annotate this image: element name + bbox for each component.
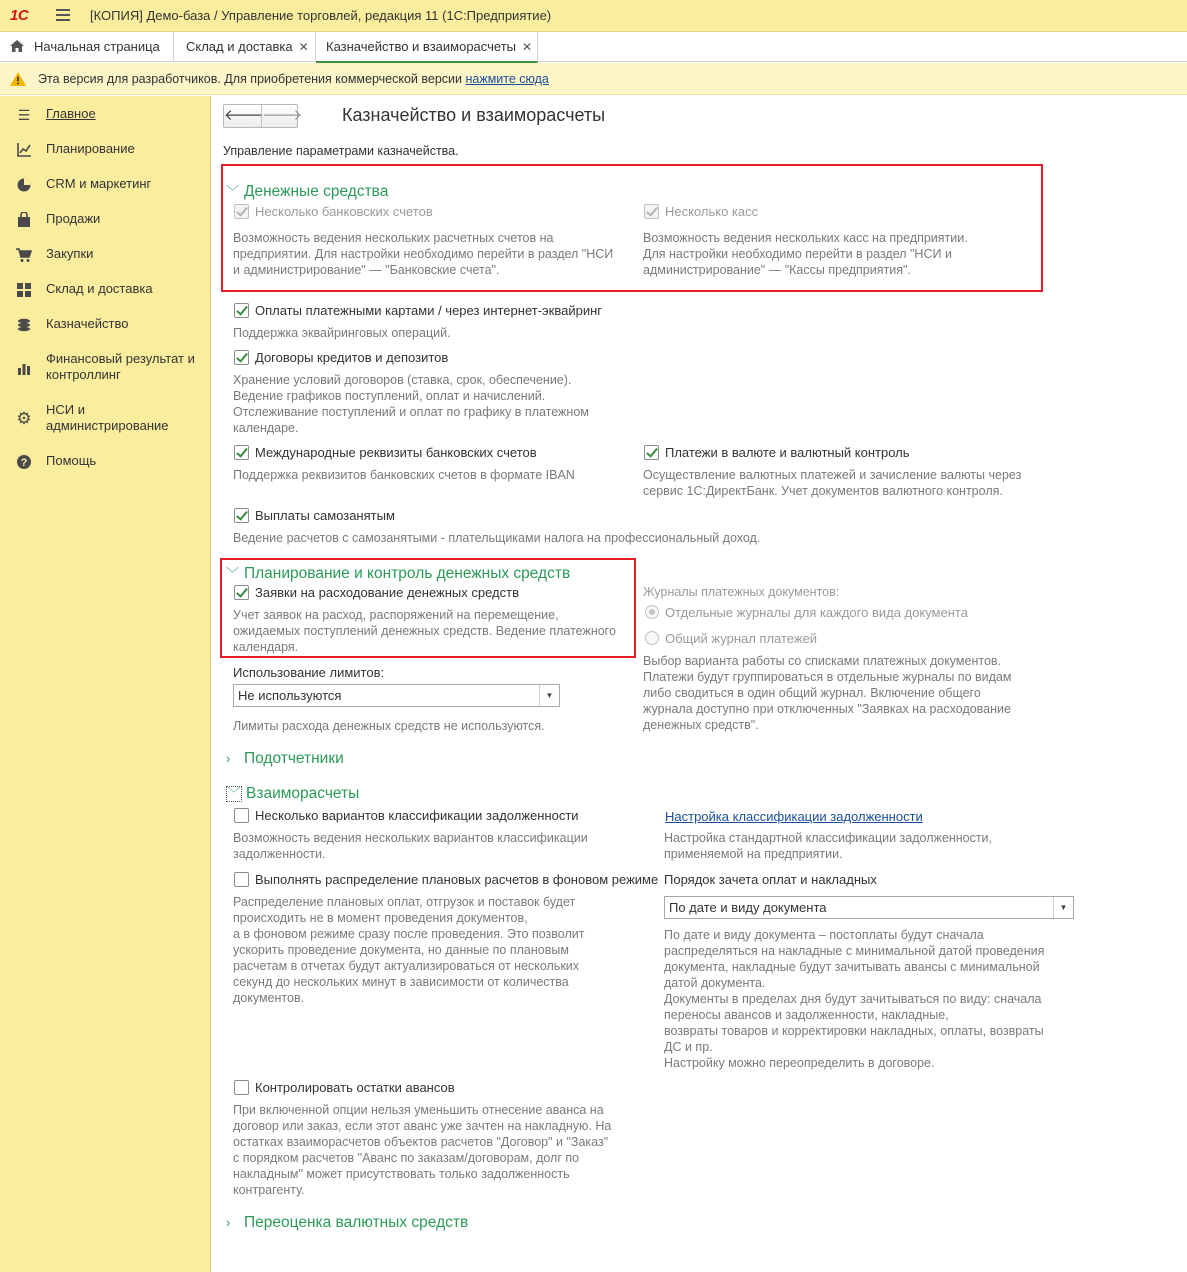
iban-checkbox[interactable]	[234, 445, 249, 460]
chevron-down-icon: ﹀	[226, 184, 240, 199]
tab-treasury-label: Казначейство и взаиморасчеты	[326, 39, 516, 54]
forward-button[interactable]: 🡒	[261, 105, 298, 127]
svg-text:?: ?	[20, 457, 28, 469]
debt-classification-hint: Настройка стандартной классификации задолженности, применяемой на предприятии.	[664, 831, 993, 861]
chevron-down-icon: ﹀	[226, 566, 240, 581]
coins-icon	[16, 317, 32, 333]
section-accountables-title: Подотчетники	[244, 750, 344, 767]
advances-checkbox[interactable]	[234, 1080, 249, 1095]
chevron-down-icon[interactable]: ▼	[1053, 897, 1073, 918]
app-title: [КОПИЯ] Демо-база / Управление торговлей, редакция 11 (1С:Предприятие)	[90, 8, 552, 23]
gear-icon: ⚙	[16, 409, 32, 428]
advances-label: Контролировать остатки авансов	[255, 1080, 455, 1095]
chevron-right-icon: ›	[226, 751, 231, 766]
cards-label: Оплаты платежными картами / через интернет-эквайринг	[255, 303, 603, 318]
debt-classes-hint: Возможность ведения нескольких вариантов классификации задолженности.	[233, 831, 588, 861]
section-revaluation-title: Переоценка валютных средств	[244, 1214, 469, 1231]
debt-classification-link[interactable]: Настройка классификации задолженности	[665, 809, 923, 824]
selfemployed-label: Выплаты самозанятым	[255, 508, 395, 523]
sidebar-item-label: Продажи	[46, 211, 101, 226]
cards-hint: Поддержка эквайринговых операций.	[233, 326, 451, 340]
chevron-down-icon[interactable]: ▼	[539, 685, 559, 706]
tab-home[interactable]	[0, 32, 174, 62]
tab-warehouse[interactable]	[174, 32, 316, 62]
section-planning-header[interactable]	[226, 563, 570, 583]
pie-icon	[16, 177, 32, 193]
section-settlements-header[interactable]	[226, 785, 359, 803]
journals-separate-label: Отдельные журналы для каждого вида документа	[665, 605, 968, 620]
sidebar-item-label: Главное	[46, 106, 96, 121]
sidebar-item-crm[interactable]	[0, 176, 210, 194]
cart-icon	[16, 247, 32, 263]
currency-checkbox[interactable]	[644, 445, 659, 460]
debt-classes-checkbox[interactable]	[234, 808, 249, 823]
sidebar-item-label: Финансовый результат и контроллинг	[46, 351, 195, 382]
page-title: Казначейство и взаиморасчеты	[342, 105, 606, 125]
tabs-bar	[0, 32, 1187, 62]
loans-hint: Хранение условий договоров (ставка, срок, обеспечение). Ведение графиков поступлений, оплат и начислений. Отслеживание поступлений и оплат по графику в платежном календаре.	[233, 373, 589, 435]
journals-label: Журналы платежных документов:	[643, 585, 840, 599]
grid-icon	[16, 282, 32, 298]
home-icon	[10, 40, 24, 52]
loans-checkbox[interactable]	[234, 350, 249, 365]
limits-select[interactable]	[233, 684, 560, 707]
back-button[interactable]: 🡐	[224, 107, 265, 124]
selfemployed-hint: Ведение расчетов с самозанятыми - плательщиками налога на профессиональный доход.	[233, 531, 761, 545]
warning-icon	[10, 72, 26, 86]
sidebar-item-planning[interactable]	[0, 141, 210, 159]
close-icon[interactable]: ✕	[298, 40, 309, 54]
order-hint: По дате и виду документа – постоплаты будут сначала распределяться на накладные с минимальной датой проведения документа, накладные будут зачитывать авансы с минимальной датой документа. Документы в пределах дня будут зачитываться по виду: сначала переносы авансов и задолженности, накладные, возвраты товаров и корректировки накладных, оплаты, возвраты ДС и пр. Настройку можно переопределить в договоре.	[664, 928, 1045, 1070]
sidebar	[0, 96, 211, 1272]
iban-hint: Поддержка реквизитов банковских счетов в формате IBAN	[233, 468, 575, 482]
sidebar-item-sales[interactable]	[0, 211, 210, 229]
section-accountables-header[interactable]	[226, 750, 344, 768]
planning-icon	[16, 142, 32, 158]
section-planning-title: Планирование и контроль денежных средств	[244, 565, 571, 582]
sidebar-item-help[interactable]	[0, 453, 210, 471]
currency-label: Платежи в валюте и валютный контроль	[665, 445, 910, 460]
loans-label: Договоры кредитов и депозитов	[255, 350, 449, 365]
sidebar-item-treasury[interactable]	[0, 316, 210, 334]
sidebar-item-purchases[interactable]	[0, 246, 210, 264]
title-bar	[0, 0, 1187, 32]
sidebar-item-label: Планирование	[46, 141, 135, 156]
sidebar-item-main[interactable]	[0, 106, 210, 124]
chevron-down-icon: ﹀	[227, 786, 241, 801]
limits-hint: Лимиты расхода денежных средств не используются.	[233, 719, 545, 733]
limits-label: Использование лимитов:	[233, 665, 385, 680]
sidebar-item-admin[interactable]	[0, 402, 210, 436]
tab-warehouse-label: Склад и доставка	[186, 39, 293, 54]
help-icon	[16, 454, 32, 470]
iban-label: Международные реквизиты банковских счетов	[255, 445, 537, 460]
background-checkbox[interactable]	[234, 872, 249, 887]
background-label: Выполнять распределение плановых расчетов в фоновом режиме	[255, 872, 659, 887]
banner-text: Эта версия для разработчиков. Для приобретения коммерческой версии	[38, 72, 466, 86]
background-hint: Распределение плановых оплат, отгрузок и поставок будет происходить не в момент проведения документов, а в фоновом режиме сразу после проведения. Это позволит ускорить проведение документа, но данные по плановым расчетам в отчетах будут актуализироваться от нескольких секунд до нескольких минут в зависимости от количества документов.	[233, 895, 585, 1005]
multi-cash-hint: Возможность ведения нескольких касс на предприятии. Для настройки необходимо перейти в раздел "НСИ и администрирование" — "Кассы предприятия".	[643, 231, 968, 277]
section-settlements-title: Взаиморасчеты	[246, 785, 360, 802]
sidebar-item-label: НСИ и администрирование	[46, 402, 169, 433]
tab-treasury[interactable]	[316, 32, 538, 63]
limits-select-value: Не используются	[238, 688, 342, 703]
tab-home-label: Начальная страница	[34, 39, 160, 54]
main-content	[212, 96, 1187, 1272]
sidebar-item-label: Склад и доставка	[46, 281, 153, 296]
requests-label: Заявки на расходование денежных средств	[255, 585, 519, 600]
order-select-value: По дате и виду документа	[669, 900, 827, 915]
close-icon[interactable]: ✕	[522, 40, 533, 54]
journals-common-label: Общий журнал платежей	[665, 631, 818, 646]
bar-chart-icon	[16, 360, 32, 376]
sidebar-item-label: Помощь	[46, 453, 97, 468]
main-menu-icon[interactable]	[56, 9, 70, 21]
page-subtitle: Управление параметрами казначейства.	[223, 144, 459, 158]
sidebar-item-warehouse[interactable]	[0, 281, 210, 299]
multi-cash-label: Несколько касс	[665, 204, 759, 219]
requests-hint: Учет заявок на расход, распоряжений на перемещение, ожидаемых поступлений денежных средств. Ведение платежного календаря.	[233, 608, 616, 654]
order-select[interactable]	[664, 896, 1074, 919]
journals-hint: Выбор варианта работы со списками платежных документов. Платежи будут группироваться в отдельные журналы по видам либо сводиться в один общий журнал. Включение общего журнала доступно при отключенных "Заявках на расходование денежных средств".	[643, 654, 1012, 732]
section-revaluation-header[interactable]	[226, 1214, 468, 1232]
multi-cash-checkbox[interactable]	[644, 204, 659, 219]
sidebar-item-label: Казначейство	[46, 316, 129, 331]
sidebar-item-finance[interactable]	[0, 351, 210, 385]
banner-link[interactable]: нажмите сюда	[465, 72, 549, 86]
order-label: Порядок зачета оплат и накладных	[664, 872, 877, 887]
advances-hint: При включенной опции нельзя уменьшить отнесение аванса на договор или заказ, если этот аванс уже зачтен на накладную. На остатках взаиморасчетов объектов расчетов "Договор" и "Заказ" с порядком расчетов "Аванс по заказам/договорам, долг по накладным" может присутствовать только задолженность контрагенту.	[233, 1103, 612, 1197]
sidebar-item-label: Закупки	[46, 246, 94, 261]
chevron-right-icon: ›	[226, 1215, 231, 1230]
dev-version-banner	[0, 63, 1187, 95]
app-logo: 1С	[10, 7, 29, 24]
multi-bank-hint: Возможность ведения нескольких расчетных счетов на предприятии. Для настройки необходимо перейти в раздел "НСИ и администрирование" — "Банковские счета".	[233, 231, 614, 277]
journals-separate-radio[interactable]	[645, 605, 659, 619]
section-money-header[interactable]	[226, 181, 388, 201]
nav-buttons	[223, 104, 303, 128]
selfemployed-checkbox[interactable]	[234, 508, 249, 523]
currency-hint: Осуществление валютных платежей и зачисление валюты через сервис 1С:ДиректБанк. Учет документов валютного контроля.	[643, 468, 1022, 498]
menu-icon: ☰	[17, 107, 31, 123]
section-money-title: Денежные средства	[244, 183, 389, 200]
multi-bank-checkbox[interactable]	[234, 204, 249, 219]
multi-bank-label: Несколько банковских счетов	[255, 204, 433, 219]
cards-checkbox[interactable]	[234, 303, 249, 318]
journals-common-radio[interactable]	[645, 631, 659, 645]
debt-classes-label: Несколько вариантов классификации задолженности	[255, 808, 579, 823]
sidebar-item-label: CRM и маркетинг	[46, 176, 152, 191]
requests-checkbox[interactable]	[234, 585, 249, 600]
bag-icon	[16, 212, 32, 228]
